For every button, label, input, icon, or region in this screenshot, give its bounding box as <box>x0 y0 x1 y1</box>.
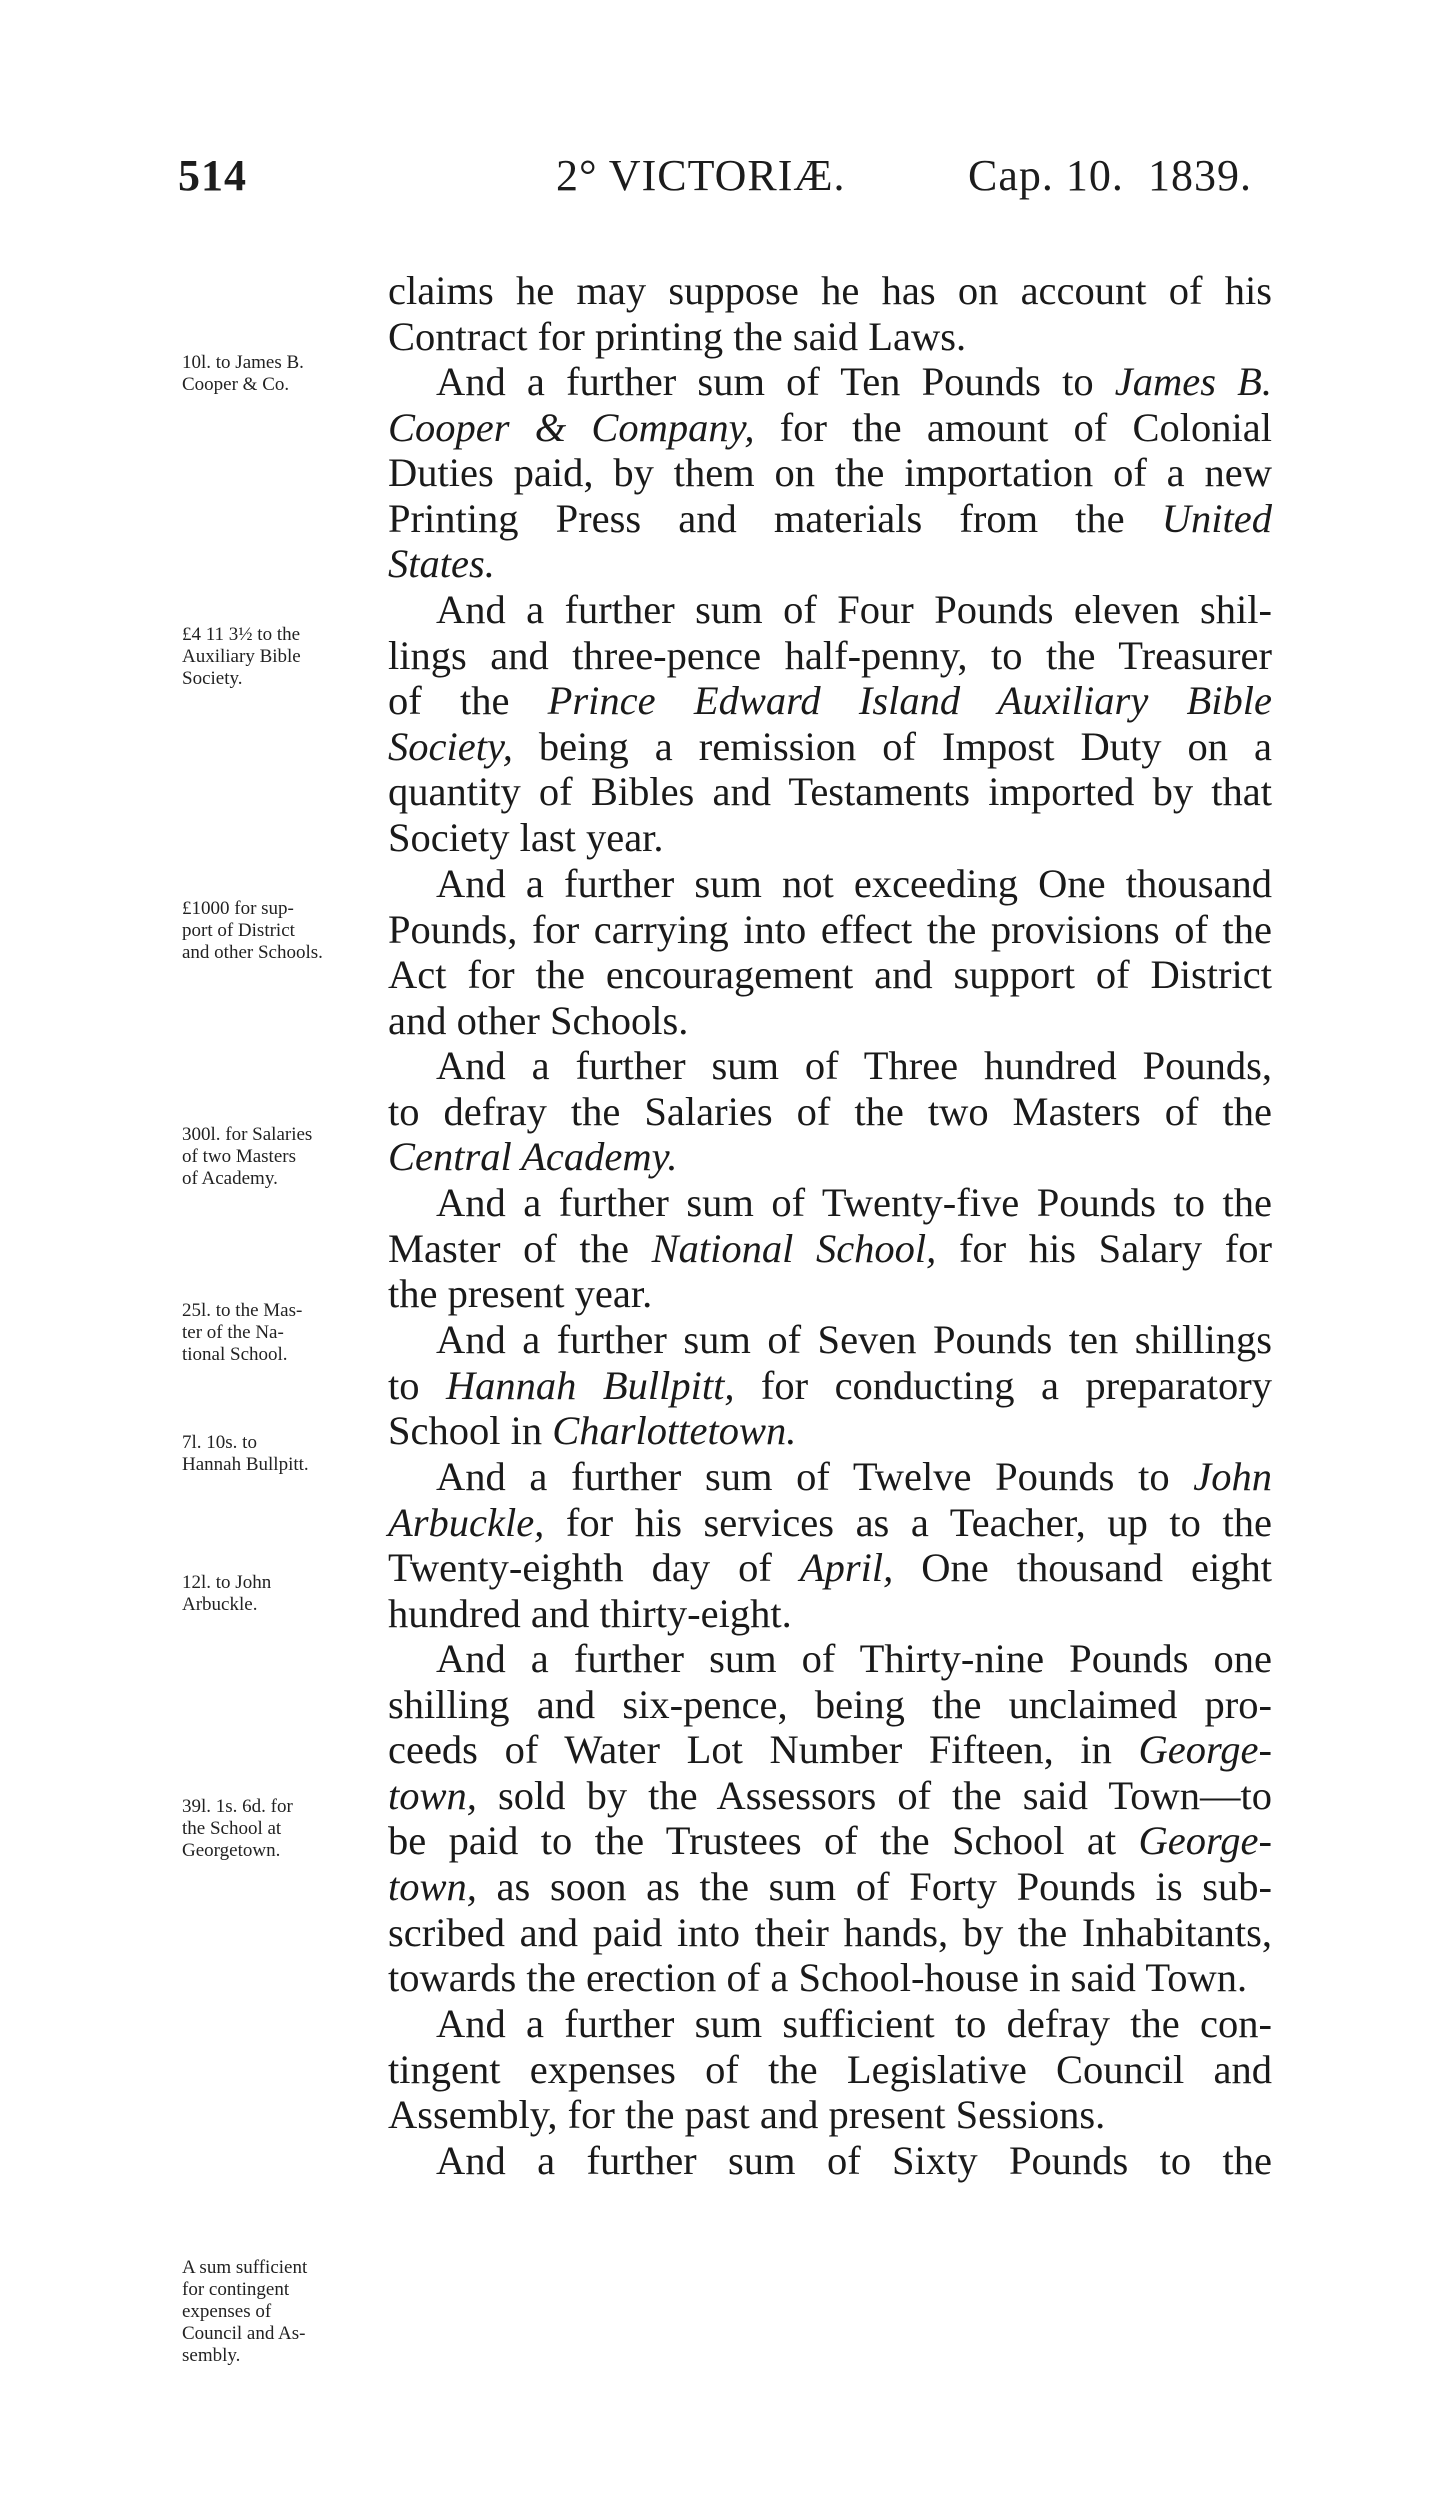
text-line: quantity of Bibles and Testaments imported by that <box>388 769 1272 815</box>
margin-note-line: Hannah Bullpitt. <box>182 1454 309 1475</box>
margin-note-line: port of District <box>182 920 295 941</box>
text-run: for conducting a preparatory <box>734 1362 1273 1408</box>
text-line: scribed and paid into their hands, by the Inhabitants, <box>388 1909 1272 1955</box>
italic-text: George- <box>1138 1727 1272 1773</box>
year: 1839. <box>1148 151 1252 200</box>
margin-note-line: 10l. to James B. <box>182 352 304 373</box>
text-run: of the <box>388 678 548 724</box>
italic-text: Hannah Bullpitt, <box>445 1362 735 1408</box>
paragraph <box>388 359 1272 587</box>
italic-text: United <box>1161 495 1272 541</box>
text-line: And a further sum of Twenty-five Pounds to the <box>436 1180 1272 1225</box>
margin-note <box>182 1124 378 1190</box>
paragraph <box>388 268 1272 359</box>
paragraph <box>388 587 1272 861</box>
text-line: lings and three-pence half-penny, to the Treasurer <box>388 632 1272 678</box>
text-run: for his services as a Teacher, up to the <box>544 1499 1272 1545</box>
text-line: And a further sum of Seven Pounds ten shillings <box>436 1317 1272 1362</box>
text-run: sold by the Assessors of the said Town—to <box>476 1772 1272 1818</box>
running-title: 2° VICTORIÆ. <box>556 151 846 200</box>
text-run: being a remission of Impost Duty on a <box>512 723 1272 769</box>
text-run: to <box>388 1362 446 1408</box>
text-run: Master of the <box>388 1225 652 1271</box>
text-line <box>388 1454 1272 1500</box>
margin-note-line: 25l. to the Mas- <box>182 1300 303 1321</box>
margin-note <box>182 1432 378 1476</box>
margin-note-line: ter of the Na- <box>182 1322 284 1343</box>
margin-note <box>182 352 378 396</box>
text-line: And a further sum of Three hundred Pounds, <box>436 1043 1272 1088</box>
italic-text: Prince Edward Island Auxiliary Bible <box>547 678 1272 724</box>
paragraph <box>388 1043 1272 1180</box>
text-line: Society last year. <box>388 814 664 860</box>
page-number: 514 <box>178 151 247 200</box>
paragraph <box>388 1180 1272 1317</box>
paragraph <box>388 861 1272 1043</box>
italic-text: April, <box>799 1545 894 1591</box>
text-line: Assembly, for the past and present Sessions. <box>388 2092 1106 2138</box>
italic-text: Central Academy. <box>388 1134 678 1180</box>
italic-text: National School, <box>651 1225 937 1271</box>
italic-text: town, <box>388 1863 477 1909</box>
italic-text: James B. <box>1114 359 1272 404</box>
margin-note-line: £1000 for sup- <box>182 898 294 919</box>
margin-note-line: for contingent <box>182 2279 290 2300</box>
margin-note-line: Auxiliary Bible <box>182 646 301 667</box>
text-line: to defray the Salaries of the two Masters of the <box>388 1088 1272 1134</box>
text-run: for his Salary for <box>936 1225 1272 1271</box>
text-line <box>388 1226 1272 1272</box>
text-line <box>388 1545 1272 1591</box>
italic-text: Society, <box>388 723 513 769</box>
margin-note-line: A sum sufficient <box>182 2257 308 2278</box>
text-line <box>388 724 1272 770</box>
text-line: Pounds, for carrying into effect the provisions of the <box>388 906 1272 952</box>
text-run: School in <box>388 1408 553 1454</box>
text-line <box>388 1408 1272 1454</box>
margin-note <box>182 2257 378 2367</box>
text-line <box>388 1818 1272 1864</box>
italic-text: Cooper & Company, <box>388 404 755 450</box>
text-line: And a further sum of Four Pounds eleven shil- <box>436 587 1272 632</box>
margin-note <box>182 1796 378 1862</box>
text-line: Duties paid, by them on the importation of a new <box>388 450 1272 496</box>
text-line: tingent expenses of the Legislative Council and <box>388 2046 1272 2092</box>
text-line: the present year. <box>388 1271 653 1317</box>
text-run: ceeds of Water Lot Number Fifteen, in <box>388 1727 1139 1773</box>
running-header <box>0 150 1443 210</box>
paragraph <box>388 1636 1272 2001</box>
text-run: as soon as the sum of Forty Pounds is sub- <box>476 1863 1272 1909</box>
margin-note-line: Cooper & Co. <box>182 374 290 395</box>
text-line <box>388 359 1272 405</box>
text-line: Act for the encouragement and support of District <box>388 952 1272 998</box>
margin-note-line: of two Masters <box>182 1146 296 1167</box>
text-line: And a further sum of Sixty Pounds to the <box>436 2138 1272 2183</box>
chapter-number: Cap. 10. <box>968 151 1124 200</box>
italic-text: John <box>1193 1454 1272 1499</box>
paragraph <box>388 1454 1272 1636</box>
text-line <box>388 678 1272 724</box>
text-line <box>388 1134 1272 1180</box>
text-line: and other Schools. <box>388 997 689 1043</box>
margin-note-line: the School at <box>182 1818 282 1839</box>
text-line <box>388 1864 1272 1910</box>
margin-note-line: Council and As- <box>182 2323 306 2344</box>
paragraph <box>388 2138 1272 2184</box>
text-line <box>388 1363 1272 1409</box>
italic-text: George- <box>1138 1818 1272 1864</box>
text-line <box>388 496 1272 542</box>
margin-note-line: 300l. for Salaries <box>182 1124 313 1145</box>
margin-note-line: and other Schools. <box>182 942 323 963</box>
margin-note <box>182 1572 378 1616</box>
text-line <box>388 541 1272 587</box>
text-run: And a further sum of Twelve Pounds to <box>436 1454 1194 1499</box>
text-run: for the amount of Colonial <box>754 404 1272 450</box>
italic-text: States. <box>388 541 495 587</box>
italic-text: Charlottetown. <box>552 1408 797 1454</box>
text-line: And a further sum of Thirty-nine Pounds one <box>436 1636 1272 1681</box>
margin-note <box>182 898 378 964</box>
italic-text: town, <box>388 1772 477 1818</box>
text-run: be paid to the Trustees of the School at <box>388 1818 1139 1864</box>
margin-note-line: Society. <box>182 668 243 689</box>
text-line: And a further sum not exceeding One thousand <box>436 861 1272 906</box>
text-run: Printing Press and materials from the <box>388 495 1162 541</box>
text-run: Twenty-eighth day of <box>388 1545 800 1591</box>
text-line: towards the erection of a School-house in said Town. <box>388 1955 1248 2001</box>
margin-note-line: sembly. <box>182 2345 241 2366</box>
margin-note <box>182 1300 378 1366</box>
text-line: claims he may suppose he has on account of his <box>388 268 1272 313</box>
text-line: Contract for printing the said Laws. <box>388 313 967 359</box>
italic-text: Arbuckle, <box>388 1499 545 1545</box>
margin-note-line: expenses of <box>182 2301 272 2322</box>
text-line: shilling and six-pence, being the unclaimed pro- <box>388 1681 1272 1727</box>
margin-note-line: 39l. 1s. 6d. for <box>182 1796 293 1817</box>
margin-note-line: Georgetown. <box>182 1840 281 1861</box>
text-line <box>388 1727 1272 1773</box>
margin-note-line: Arbuckle. <box>182 1594 258 1615</box>
text-line <box>388 1500 1272 1546</box>
text-line <box>388 1773 1272 1819</box>
margin-note-line: 12l. to John <box>182 1572 272 1593</box>
paragraph <box>388 2001 1272 2138</box>
text-run: And a further sum of Ten Pounds to <box>436 359 1115 404</box>
margin-note <box>182 624 378 690</box>
margin-note-line: £4 11 3½ to the <box>182 624 301 645</box>
text-line <box>388 405 1272 451</box>
text-line: And a further sum sufficient to defray the con- <box>436 2001 1272 2046</box>
text-run: One thousand eight <box>893 1545 1272 1591</box>
margin-note-line: tional School. <box>182 1344 288 1365</box>
margin-note-line: 7l. 10s. to <box>182 1432 257 1453</box>
paragraph <box>388 1317 1272 1454</box>
margin-note-line: of Academy. <box>182 1168 278 1189</box>
text-line: hundred and thirty-eight. <box>388 1590 792 1636</box>
